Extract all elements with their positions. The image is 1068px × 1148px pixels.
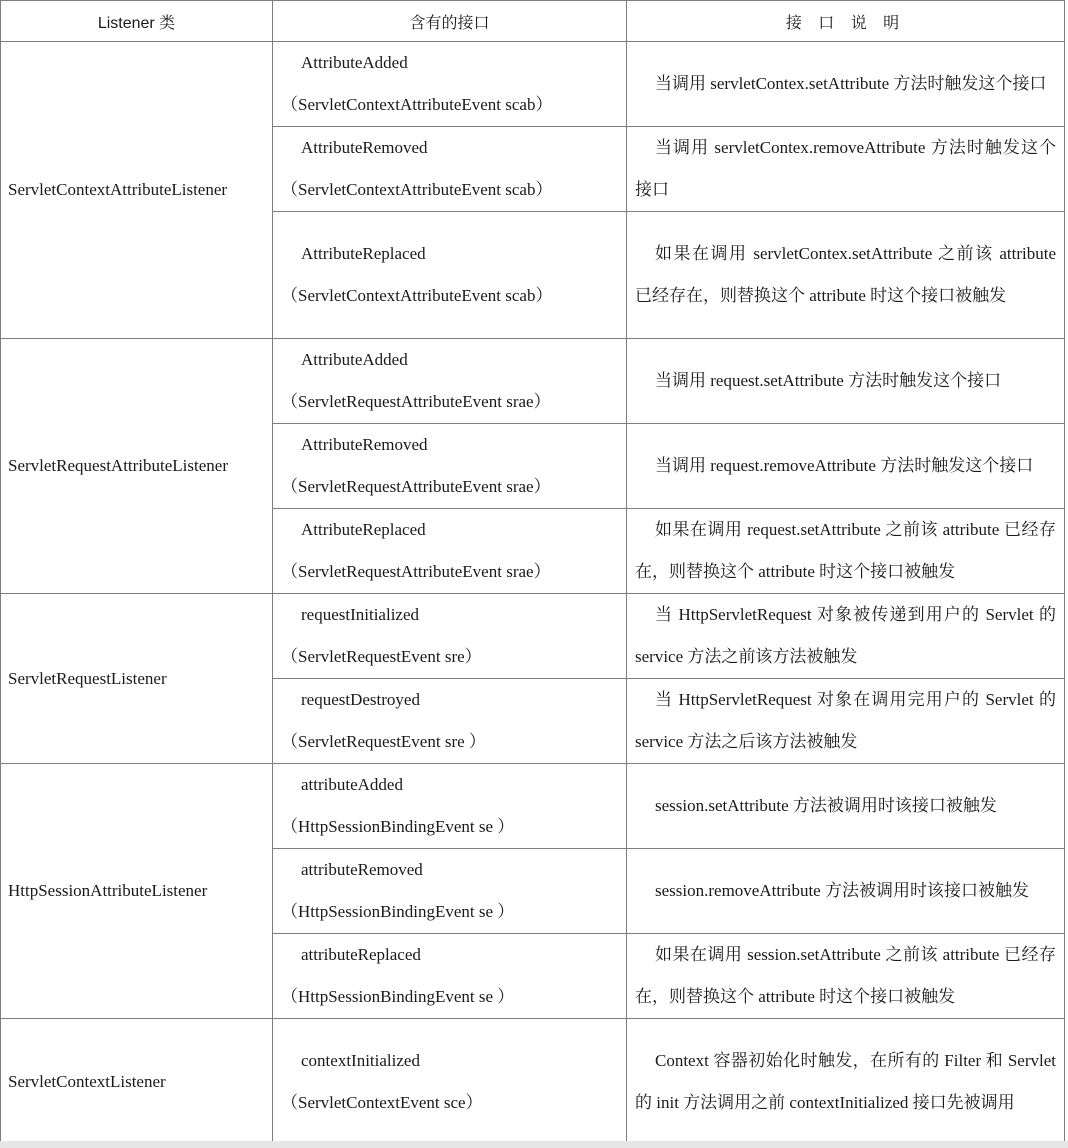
method-param: （HttpSessionBindingEvent se ） [281, 902, 515, 921]
table-row [1, 42, 1065, 127]
method-cell [273, 849, 627, 934]
header-interfaces: 含有的接口 [273, 1, 627, 42]
method-param: （ServletRequestEvent sre） [281, 647, 482, 666]
listener-name: ServletContextAttributeListener [1, 42, 273, 339]
method-name: attributeRemoved [301, 860, 423, 879]
table-row [1, 764, 1065, 849]
description-cell: 如果在调用 request.setAttribute 之前该 attribute 已经存在，则替换这个 attribute 时这个接口被触发 [627, 509, 1065, 594]
table-row [1, 339, 1065, 424]
description-cell: 如果在调用 session.setAttribute 之前该 attribute 已经存在，则替换这个 attribute 时这个接口被触发 [627, 934, 1065, 1019]
method-param: （ServletRequestAttributeEvent srae） [281, 392, 551, 411]
method-param: （HttpSessionBindingEvent se ） [281, 987, 515, 1006]
listener-name: ServletRequestListener [1, 594, 273, 764]
description-cell: session.removeAttribute 方法被调用时该接口被触发 [627, 849, 1065, 934]
description-cell: 当调用 request.setAttribute 方法时触发这个接口 [627, 339, 1065, 424]
method-name: AttributeRemoved [301, 435, 428, 454]
description-cell: session.setAttribute 方法被调用时该接口被触发 [627, 764, 1065, 849]
header-description: 接 口 说 明 [627, 1, 1065, 42]
table-row [1, 1019, 1065, 1146]
method-name: attributeReplaced [301, 945, 421, 964]
method-cell [273, 42, 627, 127]
method-name: AttributeReplaced [301, 244, 426, 263]
table-row [1, 594, 1065, 679]
method-cell [273, 679, 627, 764]
listener-name: ServletRequestAttributeListener [1, 339, 273, 594]
method-param: （ServletContextEvent sce） [281, 1093, 483, 1112]
method-cell [273, 764, 627, 849]
method-param: （HttpSessionBindingEvent se ） [281, 817, 515, 836]
description-cell: 当 HttpServletRequest 对象在调用完用户的 Servlet 的 service 方法之后该方法被触发 [627, 679, 1065, 764]
method-cell [273, 509, 627, 594]
method-name: requestInitialized [301, 605, 420, 624]
description-cell: 当调用 servletContex.removeAttribute 方法时触发这个接口 [627, 127, 1065, 212]
method-name: AttributeAdded [301, 350, 408, 369]
method-name: AttributeReplaced [301, 520, 426, 539]
method-cell [273, 339, 627, 424]
method-cell [273, 594, 627, 679]
description-cell: 当调用 servletContex.setAttribute 方法时触发这个接口 [627, 42, 1065, 127]
description-cell: 当 HttpServletRequest 对象被传递到用户的 Servlet 的 service 方法之前该方法被触发 [627, 594, 1065, 679]
method-param: （ServletRequestEvent sre ） [281, 732, 486, 751]
description-cell: Context 容器初始化时触发，在所有的 Filter 和 Servlet 的 init 方法调用之前 contextInitialized 接口先被调用 [627, 1019, 1065, 1146]
method-param: （ServletRequestAttributeEvent srae） [281, 477, 551, 496]
method-name: requestDestroyed [301, 690, 420, 709]
description-cell: 如果在调用 servletContex.setAttribute 之前该 attribute 已经存在，则替换这个 attribute 时这个接口被触发 [627, 212, 1065, 339]
method-cell [273, 934, 627, 1019]
table-header [1, 1, 1065, 42]
bottom-divider [0, 1141, 1068, 1148]
method-param: （ServletRequestAttributeEvent srae） [281, 562, 551, 581]
method-name: attributeAdded [301, 775, 403, 794]
header-listener-class: Listener 类 [1, 1, 273, 42]
method-param: （ServletContextAttributeEvent scab） [281, 286, 553, 305]
table-body [1, 42, 1065, 1146]
method-cell [273, 424, 627, 509]
method-param: （ServletContextAttributeEvent scab） [281, 180, 553, 199]
method-cell [273, 1019, 627, 1146]
method-param: （ServletContextAttributeEvent scab） [281, 95, 553, 114]
method-cell [273, 212, 627, 339]
listener-name: HttpSessionAttributeListener [1, 764, 273, 1019]
method-cell [273, 127, 627, 212]
description-cell: 当调用 request.removeAttribute 方法时触发这个接口 [627, 424, 1065, 509]
listener-name: ServletContextListener [1, 1019, 273, 1146]
method-name: AttributeAdded [301, 53, 408, 72]
method-name: contextInitialized [301, 1051, 420, 1070]
method-name: AttributeRemoved [301, 138, 428, 157]
